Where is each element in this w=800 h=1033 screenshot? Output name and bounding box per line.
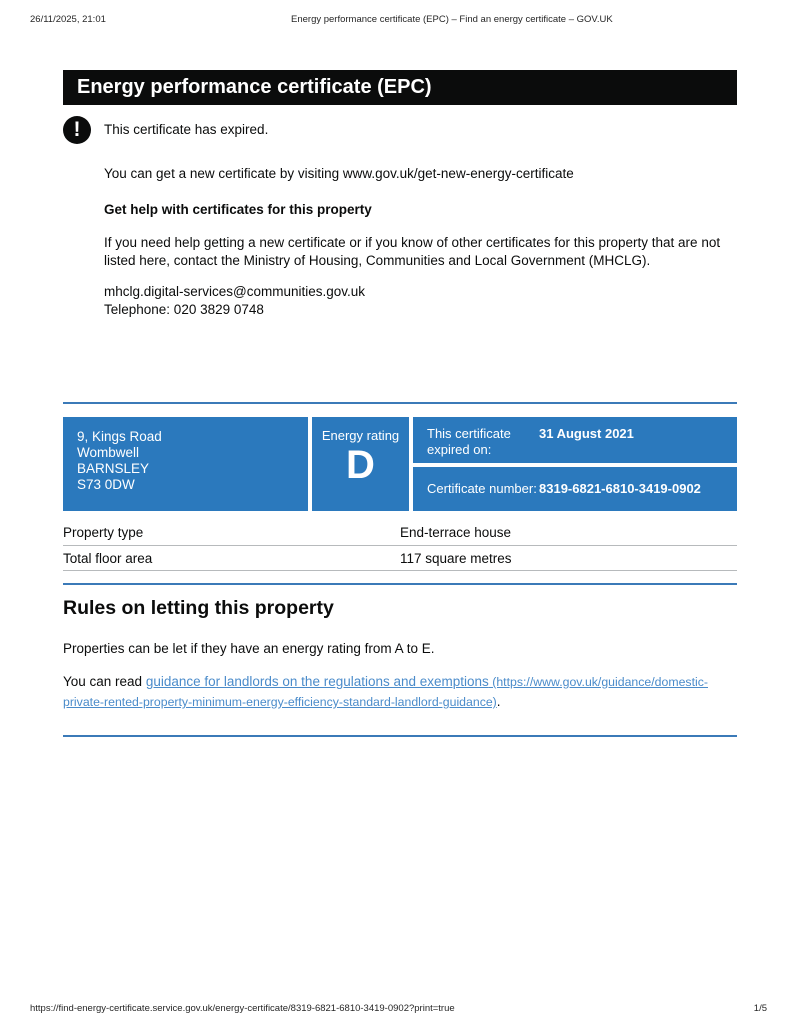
energy-rating-value: D [346, 443, 375, 487]
section-divider [63, 402, 737, 404]
section-divider [63, 583, 737, 585]
certificate-banner [63, 70, 737, 105]
contact-details [104, 283, 365, 318]
property-summary-table [63, 520, 737, 571]
row-label: Total floor area [63, 550, 153, 566]
expiry-label: This certificate expired on: [427, 426, 511, 457]
guidance-link-url: (https://www.gov.uk/guidance/domestic- [488, 675, 708, 689]
guidance-paragraph [63, 672, 708, 712]
help-body-line2: listed here, contact the Ministry of Housing, Communities and Local Government (MHCLG). [104, 252, 651, 268]
table-row [63, 520, 737, 546]
letting-rules-paragraph: Properties can be let if they have an energy rating from A to E. [63, 641, 435, 656]
certificate-details-cell [413, 417, 737, 511]
help-body [104, 234, 720, 269]
row-value: End-terrace house [400, 525, 512, 540]
expiry-row [413, 417, 737, 463]
address-line: BARNSLEY [77, 461, 150, 476]
contact-telephone: Telephone: 020 3829 0748 [104, 301, 264, 317]
certificate-banner-title: Energy performance certificate (EPC) [77, 76, 432, 98]
print-source-url: https://find-energy-certificate.service.gov.uk/energy-certificate/8319-6821-6810-3419-0902?print=true [30, 1003, 455, 1014]
warning-exclamation-icon: ! [63, 116, 91, 144]
print-page-indicator: 1/5 [753, 1003, 767, 1014]
address-line: Wombwell [77, 445, 140, 460]
contact-email: mhclg.digital-services@communities.gov.uk [104, 284, 366, 299]
expired-warning [63, 116, 737, 144]
energy-rating-cell [312, 417, 409, 511]
row-value: 117 square metres [400, 550, 512, 566]
guidance-prefix: You can read [63, 674, 146, 689]
certificate-number-label: Certificate number: [427, 481, 537, 496]
letting-rules-heading: Rules on letting this property [63, 597, 334, 619]
certificate-summary-box [63, 417, 737, 511]
energy-rating-label: Energy rating [321, 428, 400, 443]
get-help-heading: Get help with certificates for this property [104, 202, 372, 217]
guidance-suffix: . [496, 694, 501, 709]
expired-warning-text: This certificate has expired. [104, 122, 269, 138]
expiry-date: 31 August 2021 [539, 426, 634, 441]
address-line: 9, Kings Road [77, 429, 162, 444]
certificate-number-row [413, 467, 737, 511]
row-label: Property type [63, 525, 144, 540]
section-divider [63, 735, 737, 737]
guidance-link-text: guidance for landlords on the regulations and exemptions [145, 674, 489, 689]
new-certificate-text: You can get a new certificate by visiting www.gov.uk/get-new-energy-certificate [104, 166, 574, 181]
certificate-number-value: 8319-6821-6810-3419-0902 [539, 481, 701, 496]
help-body-line1: If you need help getting a new certificate or if you know of other certificates for this property that are not [104, 235, 721, 250]
landlord-guidance-link[interactable] [63, 674, 708, 709]
table-row [63, 546, 737, 571]
print-page-title: Energy performance certificate (EPC) – Find an energy certificate – GOV.UK [291, 14, 613, 25]
print-datetime: 26/11/2025, 21:01 [30, 14, 106, 25]
guidance-link-url: private-rented-property-minimum-energy-efficiency-standard-landlord-guidance) [63, 695, 497, 709]
address-line: S73 0DW [77, 477, 135, 492]
property-address [63, 417, 308, 511]
